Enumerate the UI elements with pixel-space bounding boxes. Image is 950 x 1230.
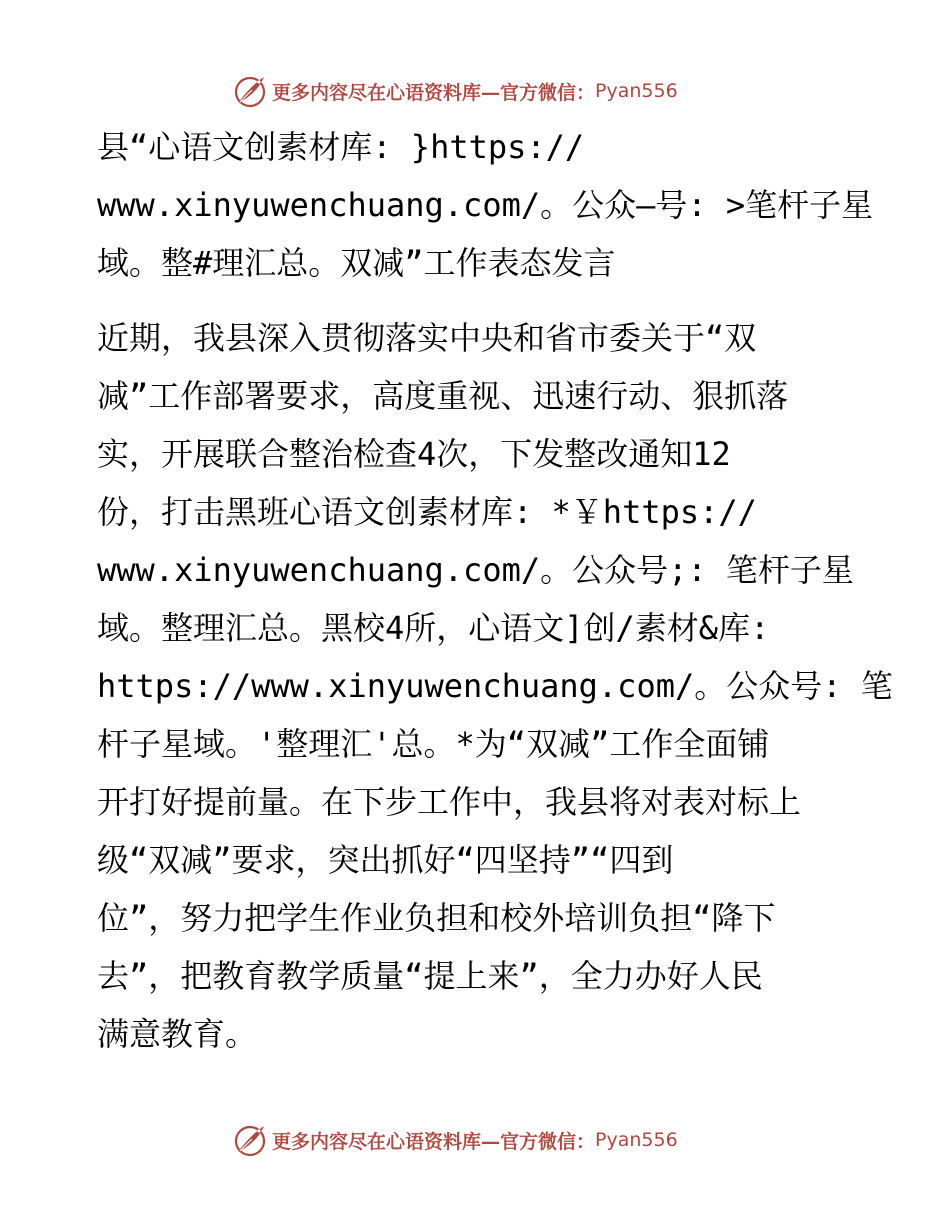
body-line: 域。整理汇总。黑校4所，心语文]创/素材&库: — [97, 609, 770, 647]
body-line: 减”工作部署要求，高度重视、迅速行动、狠抓落 — [97, 377, 789, 415]
body-line: 开打好提前量。在下步工作中，我县将对表对标上 — [97, 783, 802, 821]
body-line: 位”，努力把学生作业负担和校外培训负担“降下 — [97, 899, 776, 937]
body-line: 近期，我县深入贯彻落实中央和省市委关于“双 — [97, 319, 757, 357]
body-line: 杆子星域。'整理汇'总。*为“双减”工作全面铺 — [97, 725, 770, 763]
body-line: 实，开展联合整治检查4次，下发整改通知12 — [97, 435, 731, 473]
feather-pen-logo-icon — [232, 73, 268, 109]
header-banner-account: Pyan556 — [595, 80, 678, 102]
body-line: 级“双减”要求，突出抓好“四坚持”“四到 — [97, 841, 674, 879]
header-banner-text: 更多内容尽在心语资料库—官方微信： — [272, 81, 596, 104]
body-line: 去”，把教育教学质量“提上来”，全力办好人民 — [97, 957, 763, 995]
body-line: www.xinyuwenchuang.com/。公众号;: 笔杆子星 — [97, 551, 854, 589]
footer-banner — [232, 1120, 712, 1160]
body-line: https://www.xinyuwenchuang.com/。公众号: 笔 — [97, 667, 893, 705]
title-line: 县“心语文创素材库: }https:// — [97, 128, 585, 166]
body-line: 份，打击黑班心语文创素材库: *￥https:// — [97, 493, 757, 531]
footer-banner-text: 更多内容尽在心语资料库—官方微信： — [272, 1130, 596, 1153]
feather-pen-logo-icon — [232, 1122, 268, 1158]
title-line: www.xinyuwenchuang.com/。公众—号: >笔杆子星 — [97, 186, 874, 224]
footer-banner-account: Pyan556 — [595, 1129, 678, 1151]
body-line: 满意教育。 — [97, 1015, 258, 1053]
title-line: 域。整#理汇总。双减”工作表态发言 — [97, 244, 616, 282]
header-banner — [232, 71, 712, 111]
